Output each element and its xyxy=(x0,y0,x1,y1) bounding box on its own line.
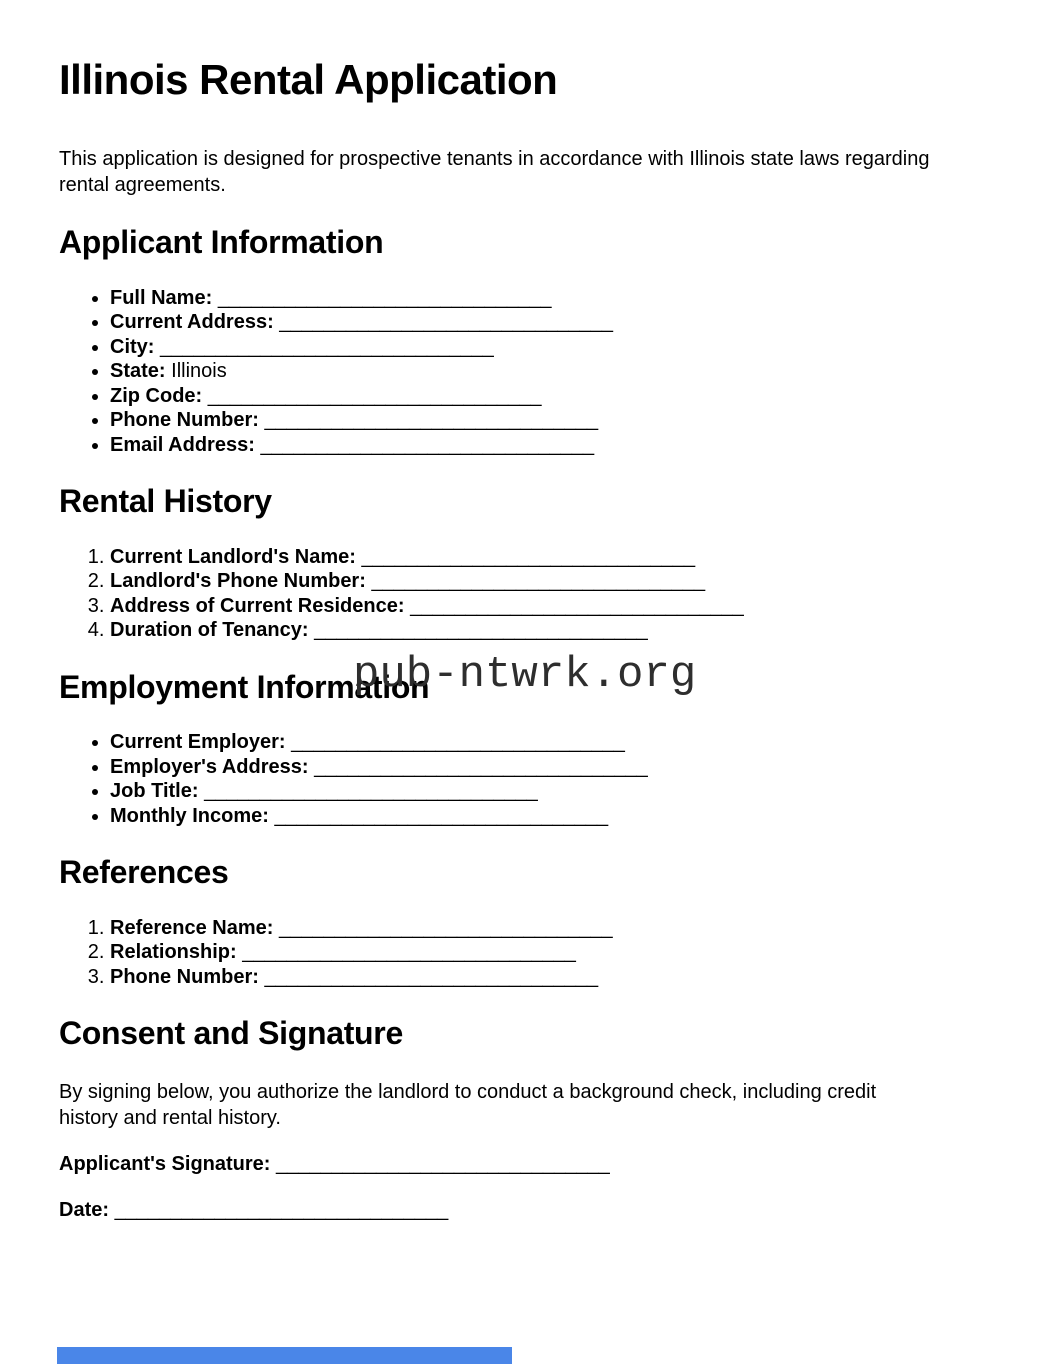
field-employers-address xyxy=(110,755,995,780)
field-blank-line: ______________________________ xyxy=(314,619,648,642)
field-blank-line: ______________________________ xyxy=(274,804,609,827)
field-label: Landlord's Phone Number: xyxy=(110,570,366,593)
field-label: Current Employer: xyxy=(110,731,286,754)
site-watermark: pub-ntwrk.org xyxy=(353,650,697,700)
bottom-blue-highlight-bar xyxy=(57,1347,512,1364)
field-label: Address of Current Residence: xyxy=(110,594,405,617)
field-city xyxy=(110,335,995,360)
signature-line xyxy=(59,1151,995,1177)
section-heading-consent-and-signature: Consent and Signature xyxy=(59,1015,403,1052)
field-label: City: xyxy=(110,335,155,358)
references-list xyxy=(59,916,995,990)
field-state xyxy=(110,359,995,384)
field-label: Reference Name: xyxy=(110,916,274,939)
date-line xyxy=(59,1197,995,1223)
signature-label: Applicant's Signature: xyxy=(59,1153,271,1176)
field-label: Full Name: xyxy=(110,286,213,309)
section-heading-rental-history: Rental History xyxy=(59,483,272,520)
field-blank-line: ______________________________ xyxy=(260,433,595,456)
date-blank-line: ______________________________ xyxy=(114,1199,449,1222)
field-blank-line: ______________________________ xyxy=(264,409,599,432)
field-label: Email Address: xyxy=(110,433,255,456)
field-relationship xyxy=(110,940,995,965)
field-blank-line: ______________________________ xyxy=(410,594,744,617)
field-current-employer xyxy=(110,730,995,755)
section-heading-applicant-information: Applicant Information xyxy=(59,224,384,261)
signature-blank-line: ______________________________ xyxy=(276,1153,610,1176)
field-email-address xyxy=(110,433,995,458)
field-landlords-phone-number xyxy=(110,569,995,594)
field-label: Current Landlord's Name: xyxy=(110,545,356,568)
field-label: Zip Code: xyxy=(110,384,203,407)
field-blank-line: ______________________________ xyxy=(217,286,552,309)
field-label: Phone Number: xyxy=(110,965,259,988)
field-blank-line: ______________________________ xyxy=(314,755,648,778)
field-label: Duration of Tenancy: xyxy=(110,619,309,642)
section-heading-references: References xyxy=(59,854,229,891)
field-blank-line: ______________________________ xyxy=(264,965,599,988)
field-label: Current Address: xyxy=(110,311,274,334)
field-reference-phone-number xyxy=(110,965,995,990)
field-blank-line: ______________________________ xyxy=(279,311,613,334)
field-blank-line: ______________________________ xyxy=(361,545,696,568)
field-current-address xyxy=(110,310,995,335)
field-blank-line: ______________________________ xyxy=(242,941,576,964)
rental-history-list xyxy=(59,545,995,643)
employment-information-list xyxy=(59,730,995,828)
field-label: Relationship: xyxy=(110,941,237,964)
field-blank-line: ______________________________ xyxy=(204,780,538,803)
document-title: Illinois Rental Application xyxy=(59,56,558,103)
field-monthly-income xyxy=(110,804,995,829)
field-address-of-current-residence xyxy=(110,594,995,619)
field-blank-line: ______________________________ xyxy=(278,916,613,939)
intro-paragraph: This application is designed for prospective tenants in accordance with Illinois state laws regarding rental agreements. xyxy=(59,148,930,197)
field-blank-line: ______________________________ xyxy=(291,731,625,754)
field-phone-number xyxy=(110,408,995,433)
section-heading-employment-information: Employment Information xyxy=(59,668,430,705)
date-label: Date: xyxy=(59,1199,110,1222)
field-value-state: Illinois xyxy=(171,360,227,383)
field-reference-name xyxy=(110,916,995,941)
field-zip-code xyxy=(110,384,995,409)
field-blank-line: ______________________________ xyxy=(371,570,706,593)
field-label: State: xyxy=(110,360,166,383)
field-current-landlords-name xyxy=(110,545,995,570)
field-blank-line: ______________________________ xyxy=(160,335,494,358)
field-label: Phone Number: xyxy=(110,409,259,432)
field-label: Monthly Income: xyxy=(110,804,269,827)
field-label: Job Title: xyxy=(110,780,199,803)
applicant-information-list xyxy=(59,286,995,458)
field-blank-line: ______________________________ xyxy=(207,384,542,407)
field-label: Employer's Address: xyxy=(110,755,309,778)
consent-paragraph: By signing below, you authorize the landlord to conduct a background check, including credit history and rental history. xyxy=(59,1081,877,1130)
field-duration-of-tenancy xyxy=(110,618,995,643)
field-full-name xyxy=(110,286,995,311)
field-job-title xyxy=(110,779,995,804)
